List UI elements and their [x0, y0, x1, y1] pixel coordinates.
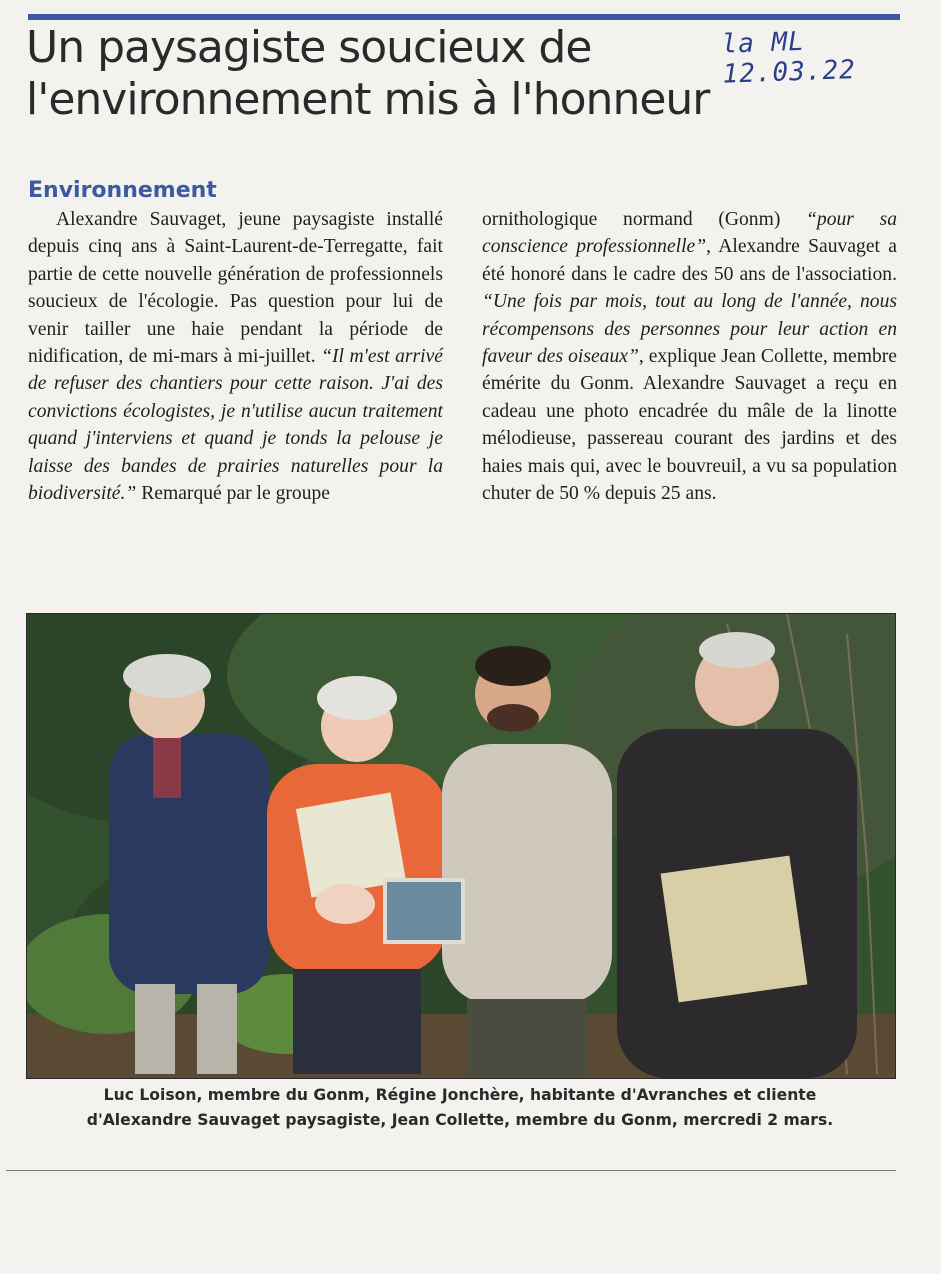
- body-text: , explique Jean Collette, membre émérite du Gonm. Alexandre Sauvaget a reçu en cadeau une photo encadrée du mâle de la linotte mélodieuse, passereau courant des jardins et des haies mais qui, avec le bouvreuil, a vu sa population chuter de 50 % depuis 25 ans.: [482, 346, 897, 505]
- top-rule: [28, 14, 900, 20]
- body-text: Remarqué par le groupe: [136, 483, 330, 505]
- group-photo-illustration: [27, 614, 895, 1078]
- quote: “Il m'est arrivé de refuser des chantiers pour cette raison. J'ai des convictions écologistes, je n'utilise aucun traitement quand j'interviens et quand je tonds la pelouse je laisse des bandes de prairies naturelles pour la biodiversité.”: [28, 346, 443, 505]
- headline: Un paysagiste soucieux de l'environnement mis à l'honneur: [26, 22, 710, 125]
- section-rubric: Environnement: [28, 178, 217, 203]
- photo-caption: Luc Loison, membre du Gonm, Régine Jonchère, habitante d'Avranches et cliente d'Alexandre Sauvaget paysagiste, Jean Collette, membre du Gonm, mercredi 2 mars.: [86, 1086, 834, 1129]
- body-text: Alexandre Sauvaget, jeune paysagiste installé depuis cinq ans à Saint-Laurent-de-Terregatte, fait partie de cette nouvelle génération de professionnels soucieux de l'écologie. Pas question pour lui de venir tailler une haie pendant la période de nidification, de mi-mars à mi-juillet.: [28, 209, 443, 368]
- bottom-rule: [6, 1170, 896, 1171]
- body-text: , Alexandre Sauvaget a été honoré dans le cadre des 50 ans de l'association.: [482, 236, 897, 285]
- article-column-right: [482, 206, 897, 507]
- quote: “pour sa conscience professionnelle”: [482, 209, 897, 258]
- article-photo: [26, 613, 896, 1079]
- quote: “Une fois par mois, tout au long de l'année, nous récompensons des personnes pour leur action en faveur des oiseaux”: [482, 291, 897, 368]
- body-text: ornithologique normand (Gonm): [482, 209, 807, 230]
- article-column-left: [28, 206, 443, 507]
- handwritten-date-note: la ML 12.03.22: [721, 26, 857, 90]
